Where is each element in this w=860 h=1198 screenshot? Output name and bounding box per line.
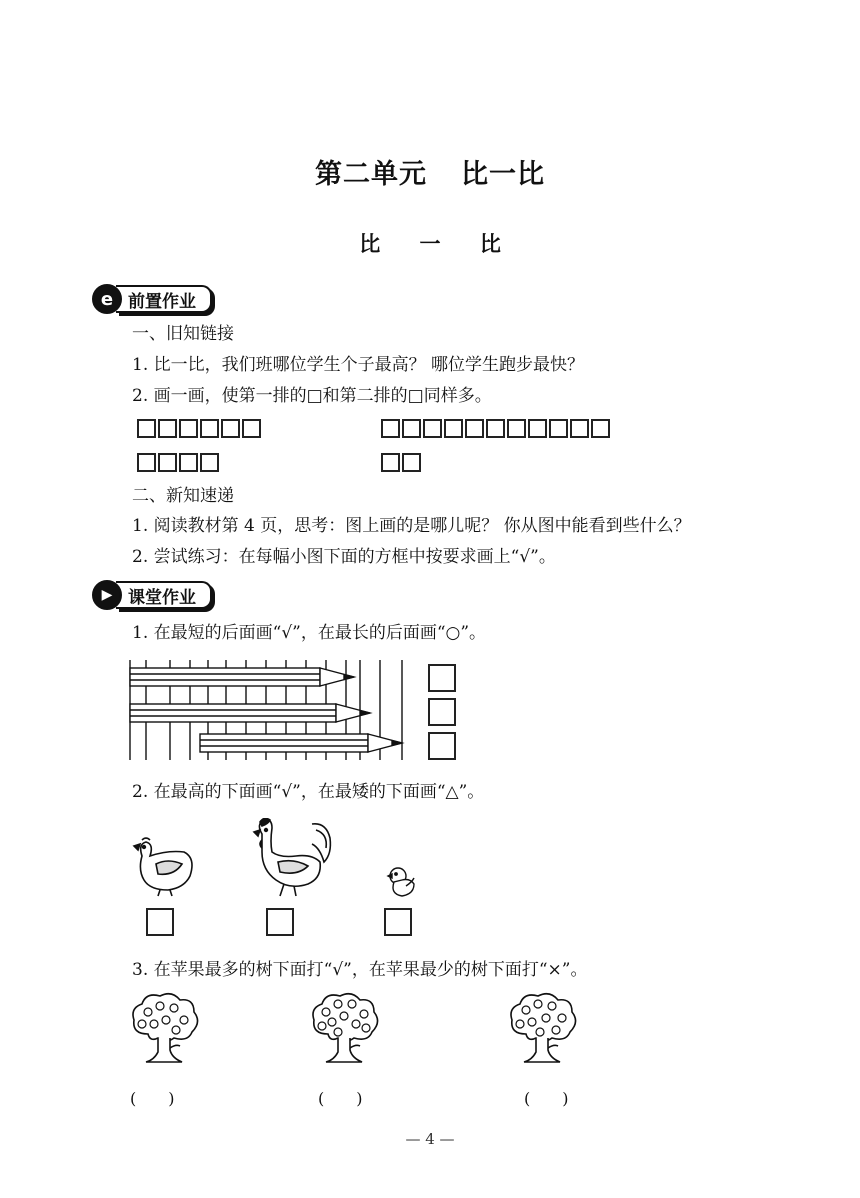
pencil-1	[130, 668, 354, 686]
square-box	[179, 419, 198, 438]
apple-tree-3	[506, 990, 586, 1070]
section-label-class: 课堂作业	[116, 581, 212, 609]
pencil-answer-box-2[interactable]	[428, 698, 456, 726]
rooster-icon	[250, 818, 334, 900]
square-box	[507, 419, 526, 438]
lesson-title-char-1: 比	[359, 231, 381, 256]
unit-title	[0, 152, 860, 191]
pencil-2	[130, 704, 370, 722]
play-badge-icon: ▶	[92, 580, 122, 610]
pencil-answer-box-3[interactable]	[428, 732, 456, 760]
square-box	[591, 419, 610, 438]
square-box	[137, 419, 156, 438]
unit-title-part2: 比一比	[461, 159, 545, 190]
square-box	[528, 419, 547, 438]
lesson-title-char-3: 比	[479, 231, 501, 256]
pre-question-3: 1. 阅读教材第 4 页，思考：图上画的是哪儿呢？ 你从图中能看到些什么？	[132, 516, 691, 536]
class-question-1: 1. 在最短的后面画“√”，在最长的后面画“○”。	[132, 623, 487, 643]
square-box	[423, 419, 442, 438]
section-label-pre: 前置作业	[116, 285, 212, 313]
square-row-right-top	[381, 419, 610, 438]
page-number: — 4 —	[405, 1130, 455, 1148]
square-box	[242, 419, 261, 438]
square-box	[221, 419, 240, 438]
square-box	[158, 453, 177, 472]
class-question-2: 2. 在最高的下面画“√”，在最矮的下面画“△”。	[132, 782, 485, 802]
lesson-title-char-2: 一	[419, 231, 441, 256]
square-box	[158, 419, 177, 438]
pre-heading-1: 一、旧知链接	[132, 324, 234, 344]
section-tag-class	[92, 580, 212, 610]
chick-icon	[384, 864, 420, 900]
tree-answer-paren-3[interactable]: ( )	[524, 1089, 569, 1108]
animal-answer-box-1[interactable]	[146, 908, 174, 936]
hen-icon	[128, 836, 198, 898]
square-box	[570, 419, 589, 438]
pre-question-1: 1. 比一比，我们班哪位学生个子最高？ 哪位学生跑步最快？	[132, 355, 585, 375]
square-box	[402, 419, 421, 438]
square-row-left-bottom	[137, 453, 219, 472]
pre-heading-2: 二、新知速递	[132, 486, 234, 506]
unit-title-part1: 第二单元	[315, 159, 427, 190]
square-box	[381, 453, 400, 472]
class-question-3: 3. 在苹果最多的树下面打“√”，在苹果最少的树下面打“×”。	[132, 960, 588, 980]
square-box	[465, 419, 484, 438]
pencil-3	[200, 734, 402, 752]
pre-question-4: 2. 尝试练习：在每幅小图下面的方框中按要求画上“√”。	[132, 547, 556, 567]
square-box	[137, 453, 156, 472]
square-box	[200, 419, 219, 438]
square-box	[381, 419, 400, 438]
section-tag-pre	[92, 284, 212, 314]
square-row-right-bottom	[381, 453, 421, 472]
animal-answer-box-2[interactable]	[266, 908, 294, 936]
lesson-title	[0, 228, 860, 258]
square-box	[200, 453, 219, 472]
pencil-answer-box-1[interactable]	[428, 664, 456, 692]
e-badge-icon: e	[92, 284, 122, 314]
square-row-left-top	[137, 419, 261, 438]
pre-question-2: 2. 画一画，使第一排的□和第二排的□同样多。	[132, 386, 492, 406]
square-box	[486, 419, 505, 438]
tree-answer-paren-1[interactable]: ( )	[130, 1089, 175, 1108]
apple-tree-2	[308, 990, 388, 1070]
animal-answer-box-3[interactable]	[384, 908, 412, 936]
square-box	[402, 453, 421, 472]
tree-answer-paren-2[interactable]: ( )	[318, 1089, 363, 1108]
square-box	[444, 419, 463, 438]
square-box	[549, 419, 568, 438]
apple-tree-1	[128, 990, 208, 1070]
square-box	[179, 453, 198, 472]
pencils-figure	[128, 660, 468, 762]
